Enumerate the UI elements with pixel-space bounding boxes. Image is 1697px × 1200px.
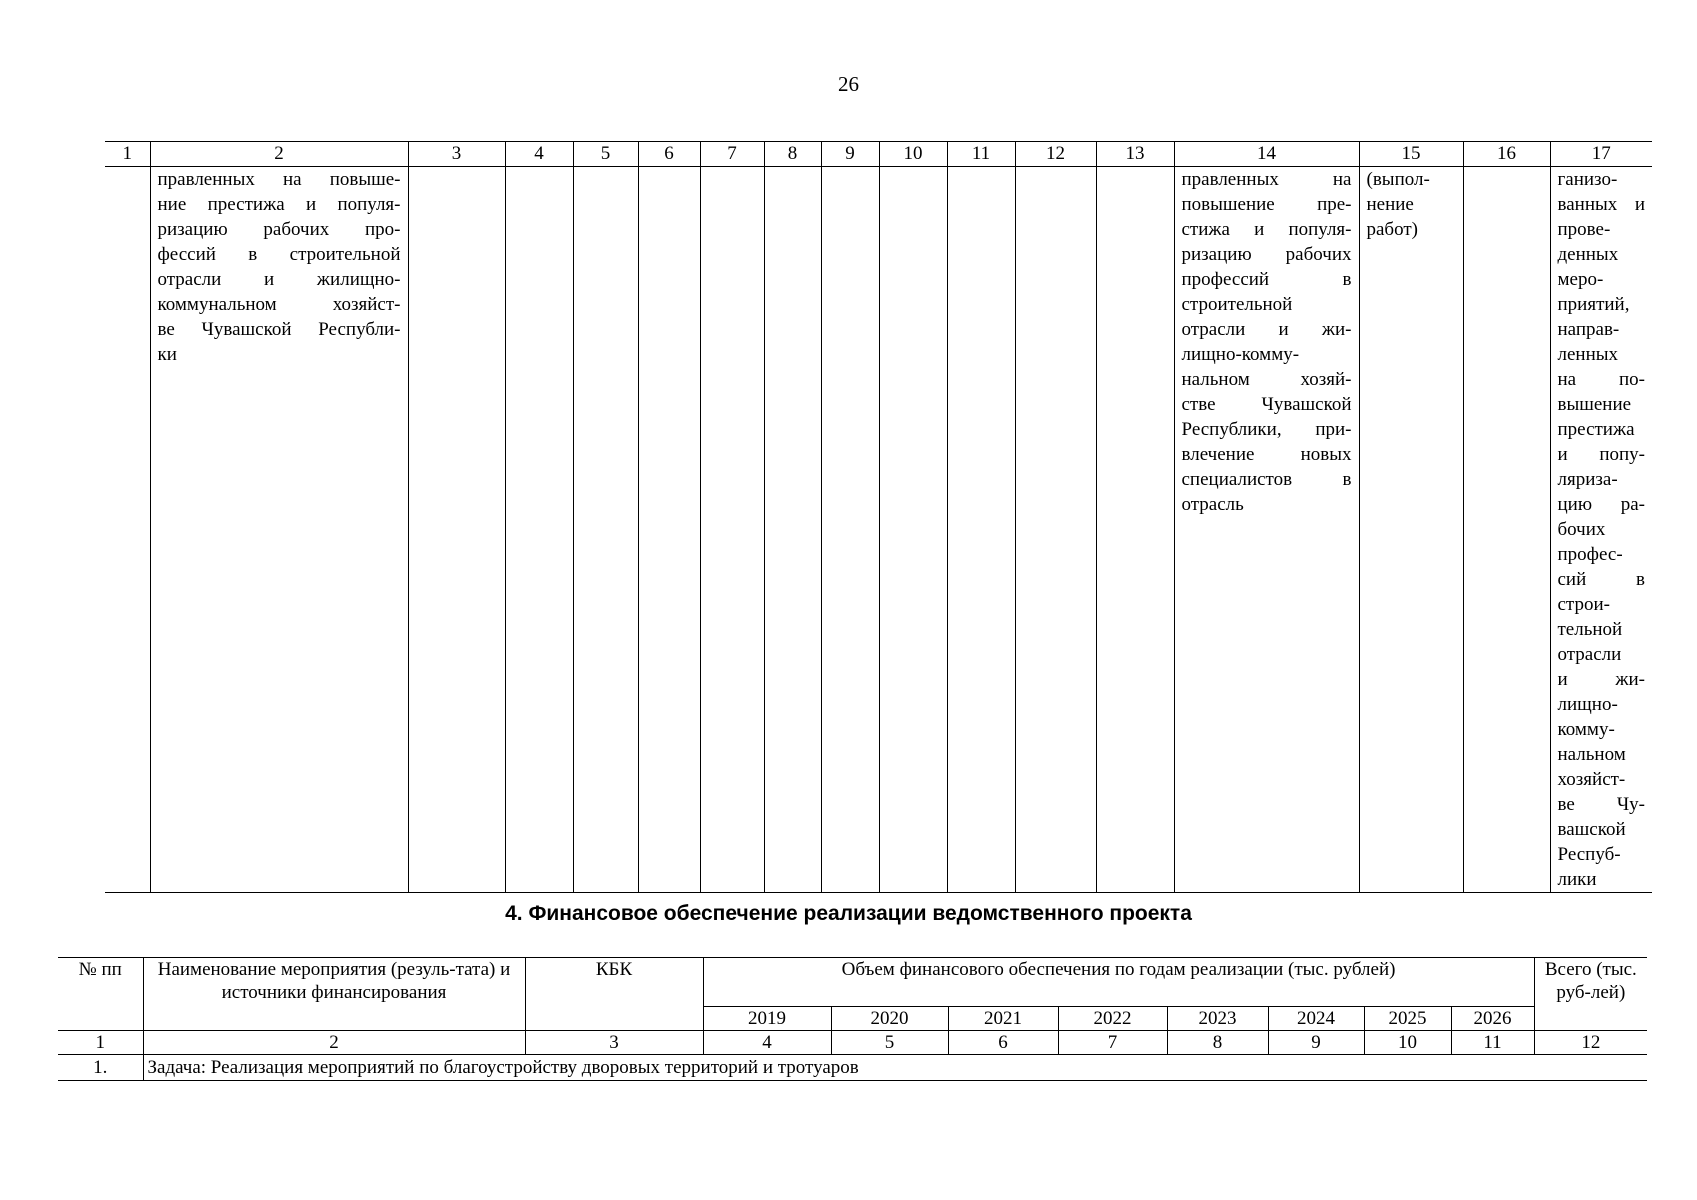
text-line: ванных и: [1557, 194, 1645, 215]
column-header: 13: [1096, 142, 1174, 167]
text-line: вышение: [1557, 394, 1632, 415]
column-number: 6: [948, 1031, 1058, 1055]
table-cell: [408, 167, 505, 893]
text-line: лищно-: [1557, 694, 1618, 715]
multiline-text: [158, 167, 401, 367]
text-line: отрасли: [1557, 644, 1622, 665]
text-line: профессий в: [1181, 269, 1352, 290]
text-line: правленных на повыше-: [157, 169, 401, 190]
text-line: строительной: [1181, 294, 1293, 315]
column-number: 12: [1534, 1031, 1647, 1055]
column-header: 14: [1174, 142, 1359, 167]
text-line: ки: [157, 344, 177, 365]
result-description-cell: [1174, 167, 1359, 893]
financing-table: [58, 957, 1647, 1081]
column-header: 7: [700, 142, 764, 167]
text-line: прове-: [1557, 219, 1611, 240]
table-cell: [700, 167, 764, 893]
text-line: ве Чу-: [1557, 794, 1645, 815]
text-line: повышение пре-: [1181, 194, 1352, 215]
text-line: бочих: [1557, 519, 1606, 540]
number-header: № пп: [58, 958, 143, 1031]
column-number: 10: [1364, 1031, 1451, 1055]
funding-volume-header: Объем финансового обеспечения по годам реализации (тыс. рублей): [703, 958, 1534, 1007]
table-cell: [879, 167, 947, 893]
text-line: отрасли и жи-: [1181, 319, 1352, 340]
column-number: 1: [58, 1031, 143, 1055]
text-line: правленных на: [1181, 169, 1352, 190]
column-header: 8: [764, 142, 821, 167]
result-characteristic-cell: [1550, 167, 1652, 893]
table-cell: [573, 167, 638, 893]
multiline-text: [1558, 167, 1646, 892]
text-line: сий в: [1557, 569, 1645, 590]
text-line: ляриза-: [1557, 469, 1618, 490]
year-header: 2023: [1167, 1007, 1268, 1031]
column-header: 11: [947, 142, 1015, 167]
year-header: 2022: [1058, 1007, 1167, 1031]
continued-table: [105, 141, 1652, 893]
table-cell: [1463, 167, 1550, 893]
text-line: отрасль: [1181, 494, 1244, 515]
activity-name-header: Наименование мероприятия (резуль-тата) и источники финансирования: [143, 958, 525, 1031]
text-line: ве Чувашской Республи-: [157, 319, 401, 340]
table-cell: [947, 167, 1015, 893]
year-header: 2019: [703, 1007, 831, 1031]
text-line: и жи-: [1557, 669, 1645, 690]
column-header: 5: [573, 142, 638, 167]
page-number: 26: [838, 72, 859, 96]
text-line: ризацию рабочих про-: [157, 219, 401, 240]
column-header: 9: [821, 142, 879, 167]
text-line: на по-: [1557, 369, 1645, 390]
year-header: 2020: [831, 1007, 948, 1031]
text-line: хозяйст-: [1557, 769, 1626, 790]
total-header: Всего (тыс. руб-лей): [1534, 958, 1647, 1031]
column-number: 11: [1451, 1031, 1534, 1055]
table-cell: [821, 167, 879, 893]
text-line: ние престижа и популя-: [157, 194, 401, 215]
task-description: Задача: Реализация мероприятий по благоустройству дворовых территорий и тротуаров: [143, 1055, 1647, 1081]
task-row: [58, 1055, 1647, 1081]
text-line: лищно-комму-: [1181, 344, 1300, 365]
column-number: 8: [1167, 1031, 1268, 1055]
column-number: 7: [1058, 1031, 1167, 1055]
table-cell: [505, 167, 573, 893]
text-line: комму-: [1557, 719, 1615, 740]
multiline-text: [1182, 167, 1352, 517]
column-header: 3: [408, 142, 505, 167]
text-line: лики: [1557, 869, 1597, 890]
year-header: 2025: [1364, 1007, 1451, 1031]
column-number: 5: [831, 1031, 948, 1055]
column-number-row: [58, 1031, 1647, 1055]
table-cell: [764, 167, 821, 893]
text-line: коммунальном хозяйст-: [157, 294, 401, 315]
text-line: цию ра-: [1557, 494, 1645, 515]
table-row: [105, 167, 1652, 893]
column-header: 1: [105, 142, 150, 167]
year-header: 2021: [948, 1007, 1058, 1031]
text-line: приятий,: [1557, 294, 1630, 315]
column-header: 4: [505, 142, 573, 167]
section-heading: 4. Финансовое обеспечение реализации ведомственного проекта: [505, 902, 1192, 925]
table-cell: [638, 167, 700, 893]
text-line: Республики, при-: [1181, 419, 1352, 440]
text-line: (выпол-: [1366, 169, 1430, 190]
activity-name-cell: [150, 167, 408, 893]
year-header: 2026: [1451, 1007, 1534, 1031]
text-line: престижа: [1557, 419, 1635, 440]
text-line: строи-: [1557, 594, 1610, 615]
text-line: специалистов в: [1181, 469, 1352, 490]
text-line: стве Чувашской: [1181, 394, 1352, 415]
column-number: 9: [1268, 1031, 1364, 1055]
column-header: 17: [1550, 142, 1652, 167]
table-cell: [1096, 167, 1174, 893]
kbk-header: КБК: [525, 958, 703, 1031]
header-row: [58, 958, 1647, 1007]
text-line: ганизо-: [1557, 169, 1618, 190]
text-line: профес-: [1557, 544, 1623, 565]
text-line: нение: [1366, 194, 1414, 215]
text-line: ленных: [1557, 344, 1619, 365]
text-line: ризацию рабочих: [1181, 244, 1352, 265]
table-cell: [1015, 167, 1096, 893]
table-cell: [105, 167, 150, 893]
column-header: 16: [1463, 142, 1550, 167]
column-number: 2: [143, 1031, 525, 1055]
text-line: нальном: [1557, 744, 1626, 765]
text-line: отрасли и жилищно-: [157, 269, 401, 290]
text-line: нальном хозяй-: [1181, 369, 1352, 390]
year-header: 2024: [1268, 1007, 1364, 1031]
column-number: 3: [525, 1031, 703, 1055]
column-header: 15: [1359, 142, 1463, 167]
text-line: направ-: [1557, 319, 1620, 340]
multiline-text: [1367, 167, 1456, 242]
text-line: фессий в строительной: [157, 244, 401, 265]
column-number-row: [105, 142, 1652, 167]
text-line: вашской: [1557, 819, 1626, 840]
text-line: денных: [1557, 244, 1619, 265]
text-line: работ): [1366, 219, 1418, 240]
column-number: 4: [703, 1031, 831, 1055]
result-type-cell: [1359, 167, 1463, 893]
text-line: тельной: [1557, 619, 1623, 640]
text-line: и попу-: [1557, 444, 1645, 465]
column-header: 12: [1015, 142, 1096, 167]
task-number: 1.: [58, 1055, 143, 1081]
text-line: влечение новых: [1181, 444, 1352, 465]
column-header: 10: [879, 142, 947, 167]
column-header: 6: [638, 142, 700, 167]
text-line: Респуб-: [1557, 844, 1621, 865]
text-line: меро-: [1557, 269, 1604, 290]
text-line: стижа и популя-: [1181, 219, 1352, 240]
column-header: 2: [150, 142, 408, 167]
